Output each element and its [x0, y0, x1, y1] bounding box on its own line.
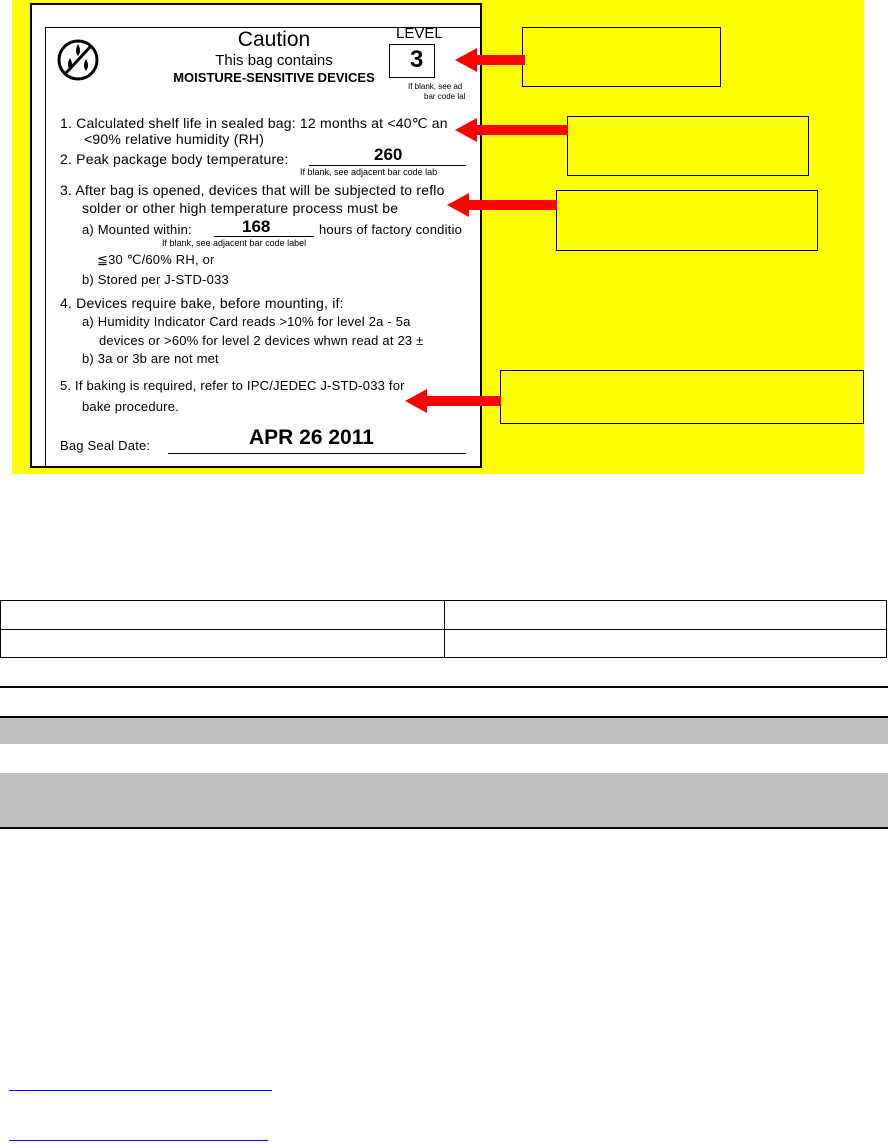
level-note-line-1: If blank, see ad: [408, 82, 463, 91]
table-row-divider: [1, 629, 886, 630]
moisture-sensitive-icon: [56, 36, 100, 84]
item3a-note: If blank, see adjacent bar code label: [162, 238, 307, 248]
item5-line2: bake procedure.: [82, 399, 179, 414]
section-rule-bottom: [0, 827, 888, 829]
caution-title: Caution: [237, 28, 311, 51]
level-note-line-2: bar code lal: [424, 92, 466, 101]
caution-subtitle: This bag contains: [215, 52, 333, 69]
level-label: LEVEL: [396, 25, 443, 42]
shaded-row-2: [0, 773, 888, 827]
section-rule-mid: [0, 716, 888, 718]
section-rule-top: [0, 686, 888, 688]
item5-line1: 5. If baking is required, refer to IPC/JEDEC J-STD-033 for: [60, 378, 405, 393]
item4a-line2: devices or >60% for level 2 devices whwn read at 23 ±: [99, 333, 424, 348]
item4b: b) 3a or 3b are not met: [82, 351, 219, 366]
caution-subtitle-bold: MOISTURE-SENSITIVE DEVICES: [173, 70, 375, 85]
item3b: b) Stored per J-STD-033: [82, 272, 229, 287]
item2-label: 2. Peak package body temperature:: [60, 151, 289, 167]
callout-box-shelf-life: [567, 116, 809, 176]
item1-line2: <90% relative humidity (RH): [84, 131, 265, 147]
item3-line1: 3. After bag is opened, devices that will be subjected to reflo: [60, 182, 445, 198]
item4-line1: 4. Devices require bake, before mounting, if:: [60, 295, 344, 311]
arrow-to-bake: [405, 389, 501, 413]
item1-line1: 1. Calculated shelf life in sealed bag: 12 months at <40℃ an: [60, 115, 448, 131]
empty-table: [0, 600, 887, 658]
bag-seal-underline: [168, 453, 466, 454]
item2-note: If blank, see adjacent bar code lab: [300, 167, 438, 177]
item3-line2: solder or other high temperature process must be: [82, 200, 399, 216]
bag-seal-date: APR 26 2011: [249, 426, 374, 449]
item4a-line1: a) Humidity Indicator Card reads >10% for level 2a - 5a: [82, 314, 411, 329]
shaded-row-1: [0, 718, 888, 744]
arrow-to-shelf-life: [455, 118, 568, 142]
arrow-to-level: [455, 48, 525, 72]
level-value: 3: [410, 46, 424, 73]
item3a-label: a) Mounted within:: [82, 222, 192, 237]
callout-box-bake: [500, 370, 864, 424]
bag-seal-label: Bag Seal Date:: [60, 438, 151, 453]
item3a-suffix: hours of factory conditio: [319, 222, 463, 237]
arrow-to-floor-life: [447, 193, 557, 217]
callout-box-level: [522, 27, 721, 87]
hyperlink-underline-2[interactable]: [9, 1140, 268, 1141]
item3a-condition: ≦30 ℃/60% RH, or: [97, 252, 215, 267]
item3a-value: 168: [242, 217, 271, 236]
callout-box-floor-life: [556, 190, 818, 251]
hyperlink-underline-1[interactable]: [9, 1090, 272, 1091]
item2-value: 260: [374, 145, 403, 164]
